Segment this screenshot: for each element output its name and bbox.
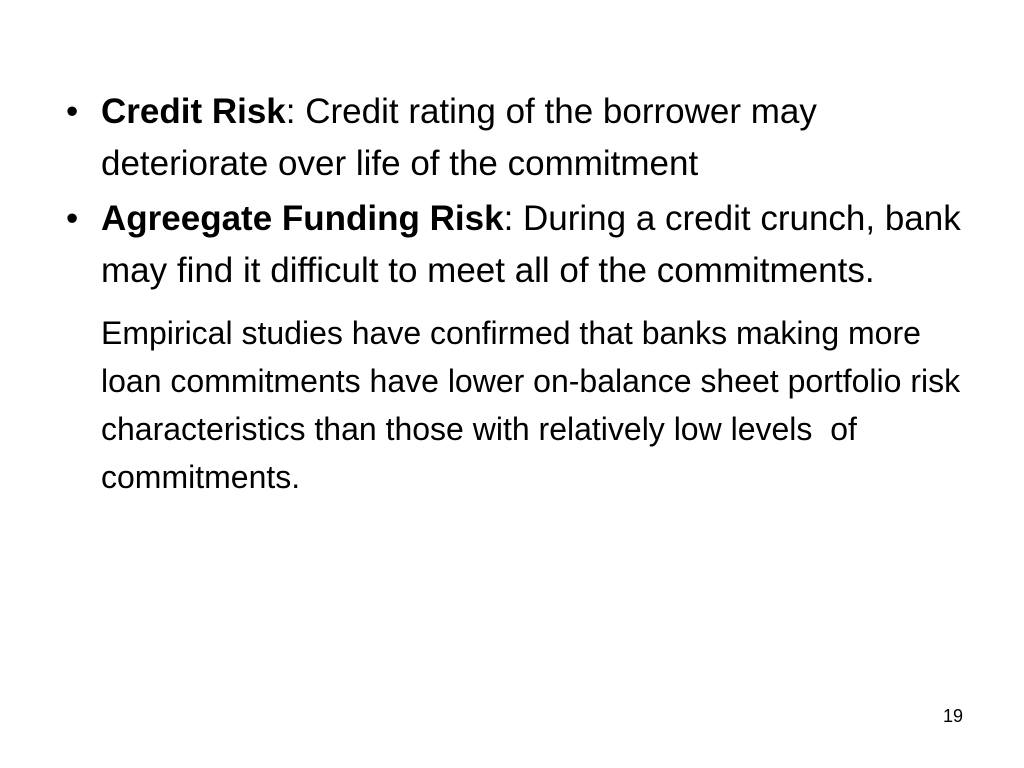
bullet-funding-risk [62,193,962,297]
bullet-icon: • [66,92,79,131]
page-number: 19 [942,706,963,726]
bullet-icon: • [66,199,79,238]
bullet-term: Credit Risk [101,92,286,131]
bullet-credit-risk [62,86,962,190]
bullet-term: Agreegate Funding Risk [101,199,504,238]
empirical-studies-paragraph: Empirical studies have confirmed that banks making more loan commitments have lower on-balance sheet portfolio risk characteristics than those with relatively low levels of commitments. [101,315,969,495]
bullet-text: : Credit rating of the borrower may deteriorate over life of the commitment [101,92,817,183]
slide-content [62,86,969,501]
bullet-text: : During a credit crunch, bank may find it difficult to meet all of the commitments. [101,199,961,290]
